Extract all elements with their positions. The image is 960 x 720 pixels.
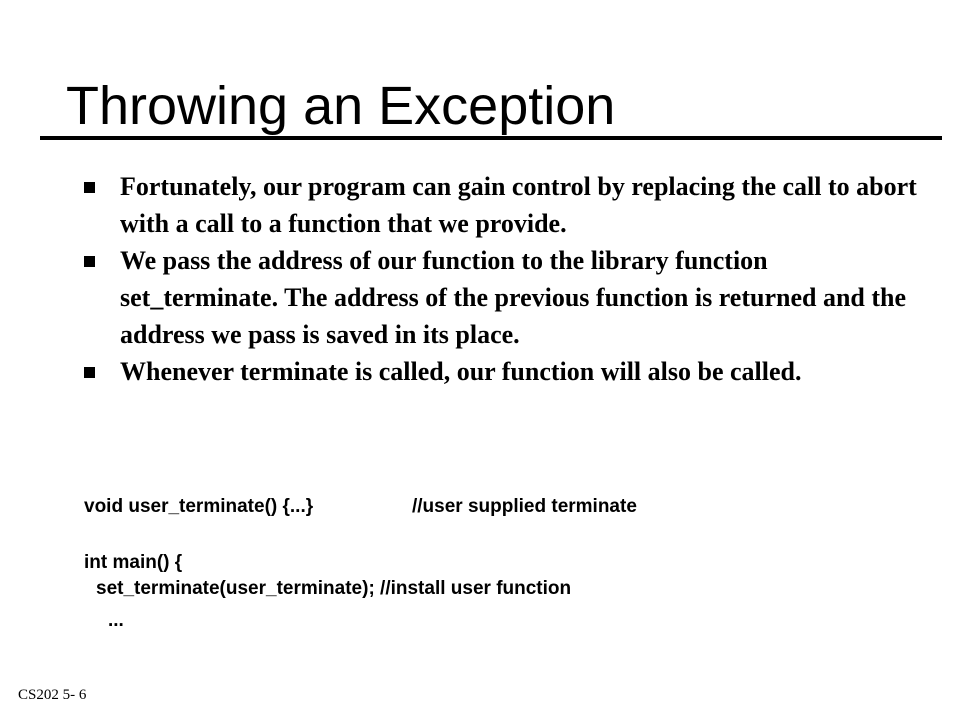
- square-bullet-icon: [84, 367, 95, 378]
- code-line-3: set_terminate(user_terminate); //install user function: [96, 578, 572, 599]
- code-line-1-comment: //user supplied terminate: [412, 496, 637, 517]
- title-underline: [40, 136, 942, 140]
- bullet-item: [84, 242, 924, 353]
- square-bullet-icon: [84, 256, 95, 267]
- bullet-item: [84, 353, 924, 390]
- slide-title: Throwing an Exception: [66, 76, 616, 136]
- bullet-item: [84, 168, 924, 242]
- code-line-1-code: void user_terminate() {...}: [84, 496, 314, 517]
- slide-footer: CS202 5- 6: [18, 687, 87, 703]
- code-line-4: ...: [108, 610, 124, 631]
- code-line-2: int main() {: [84, 552, 183, 573]
- bullet-text: Whenever terminate is called, our function will also be called.: [120, 357, 802, 386]
- bullet-text: Fortunately, our program can gain control by replacing the call to abort with a call to a function that we provide.: [120, 172, 917, 238]
- bullet-text: We pass the address of our function to the library function set_terminate. The address of the previous function is returned and the address we pass is saved in its place.: [120, 246, 907, 349]
- square-bullet-icon: [84, 182, 95, 193]
- bullet-list: [84, 168, 924, 390]
